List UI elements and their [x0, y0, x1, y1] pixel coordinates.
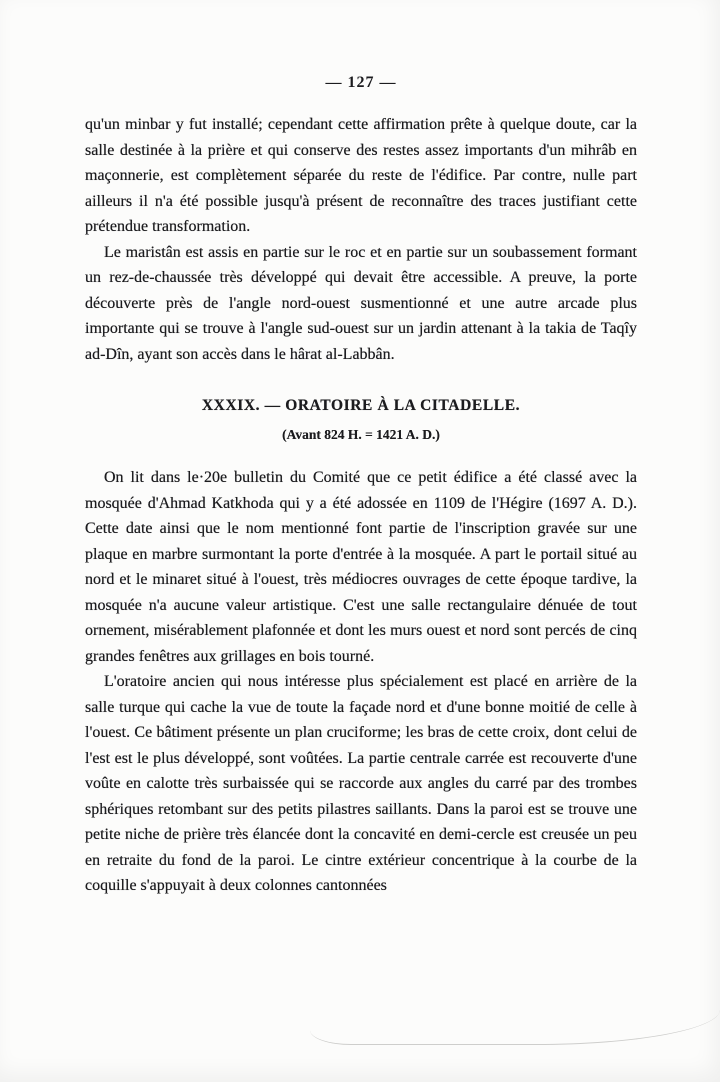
paragraph: Le maristân est assis en partie sur le roc et en partie sur un soubassement formant un rez-de-chaussée très développé qui devait être accessible. A preuve, la porte découverte près de l'angle nord-ouest susmentionné et une autre arcade plus importante qui se trouve à l'angle sud-ouest sur un jardin attenant à la takia de Taqîy ad-Dîn, ayant son accès dans le hârat al-Labbân.: [85, 243, 637, 363]
section-heading: XXXIX. — ORATOIRE À LA CITADELLE.: [201, 397, 521, 414]
paragraph: L'oratoire ancien qui nous intéresse plus spécialement est placé en arrière de la salle turque qui cache la vue de toute la façade nord et d'une bonne moitié de celle à l'ouest. Ce bâtiment présente un plan cruciforme; les bras de cette croix, dont celui de l'est est le plus développé, sont voûtées. La partie centrale carrée est recouverte d'une voûte en calotte très surbaissée qui se raccorde aux angles du carré par des trombes sphériques retombant sur des petits pilastres saillants. Dans la paroi est se trouve une petite niche de prière très élancée dont la concavité en demi-cercle est creusée un peu en retraite du fond de la paroi. Le cintre extérieur concentrique à la courbe de la coquille s'appuyait à deux colonnes cantonnées: [85, 673, 637, 894]
page-number: — 127 —: [325, 74, 397, 91]
book-page: [85, 74, 637, 899]
paragraph-continuation: qu'un minbar y fut installé; cependant cette affirmation prête à quelque doute, car la salle destinée à la prière et qui conserve des restes assez importants d'un mihrâb en maçonnerie, est complètement séparée du reste de l'édifice. Par contre, nulle part ailleurs il n'a été possible jusqu'à présent de reconnaître des traces justifiant cette prétendue transformation.: [85, 116, 637, 235]
paragraph: On lit dans le·20e bulletin du Comité que ce petit édifice a été classé avec la mosquée d'Ahmad Katkhoda qui y a été adossée en 1109 de l'Hégire (1697 A. D.). Cette date ainsi que le nom mentionné font partie de l'inscription gravée sur une plaque en marbre surmontant la porte d'entrée à la mosquée. A part le portail situé au nord et le minaret situé à l'ouest, très médiocres ouvrages de cette époque tardive, la mosquée n'a aucune valeur artistique. C'est une salle rectangulaire dénuée de tout ornement, misérablement plafonnée et dont les murs ouest et nord sont percés de cinq grandes fenêtres aux grillages en bois tourné.: [85, 469, 637, 665]
section-date-line: (Avant 824 H. = 1421 A. D.): [282, 427, 440, 442]
page-edge-scan-artifact: [310, 1008, 720, 1045]
